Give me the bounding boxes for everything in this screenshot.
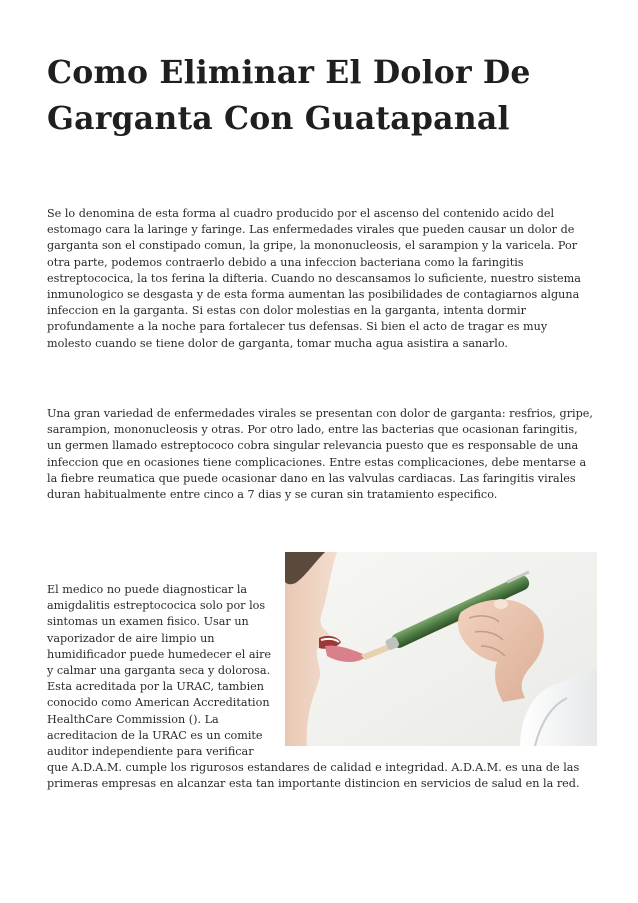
paragraph-1: Se lo denomina de esta forma al cuadro producido por el ascenso del contenido acido del estomago cara la laringe y faringe. Las enfermedades virales que pueden causar un dolor de garganta son el constipado comun, la gripe, la mononucleosis, el sarampion y la varicela. Por otra parte, podemos contraerlo debido a una infeccion bacteriana como la faringitis estreptococica, la tos ferina la difteria. Cuando no descansamos lo suficiente, nuestro sistema inmunologico se desgasta y de esta forma aumentan las posibilidades de contagiarnos alguna infeccion en la garganta. Si estas con dolor molestias en la garganta, intenta dormir profundamente a la noche para fortalecer tus defensas. Si bien el acto de tragar es muy molesto cuando se tiene dolor de garganta, tomar mucha agua asistira a sanarlo. <box>47 207 581 350</box>
page-title: Como Eliminar El Dolor De Garganta Con Guatapanal <box>47 54 531 137</box>
paragraph-3-block <box>47 582 597 793</box>
throat-exam-photo <box>285 552 597 746</box>
paragraph-3-text: El medico no puede diagnosticar la amigdalitis estreptococica solo por los sintomas un examen fisico. Usar un vaporizador de aire limpio un humidificador puede humedecer el aire y calmar una garganta seca y dolorosa. Esta acreditada por la URAC, tambien conocido como American Accreditation HealthCare Commission (). La acreditacion de la URAC es un comite auditor independiente para verificar que A.D.A.M. cumple los rigurosos estandares de calidad e integridad. A.D.A.M. es una de las primeras empresas en alcanzar esta tan importante distincion en servicios de salud en la red. <box>47 583 580 791</box>
paragraph-2: Una gran variedad de enfermedades virales se presentan con dolor de garganta: resfrios, gripe, sarampion, mononucleosis y otras. Por otro lado, entre las bacterias que ocasionan faringitis, un germen llamado estreptococo cobra singular relevancia puesto que es responsable de una infeccion que en ocasiones tiene complicaciones. Entre estas complicaciones, debe mentarse a la fiebre reumatica que puede ocasionar dano en las valvulas cardiacas. Las faringitis virales duran habitualmente entre cinco a 7 dias y se curan sin tratamiento especifico. <box>47 407 593 502</box>
